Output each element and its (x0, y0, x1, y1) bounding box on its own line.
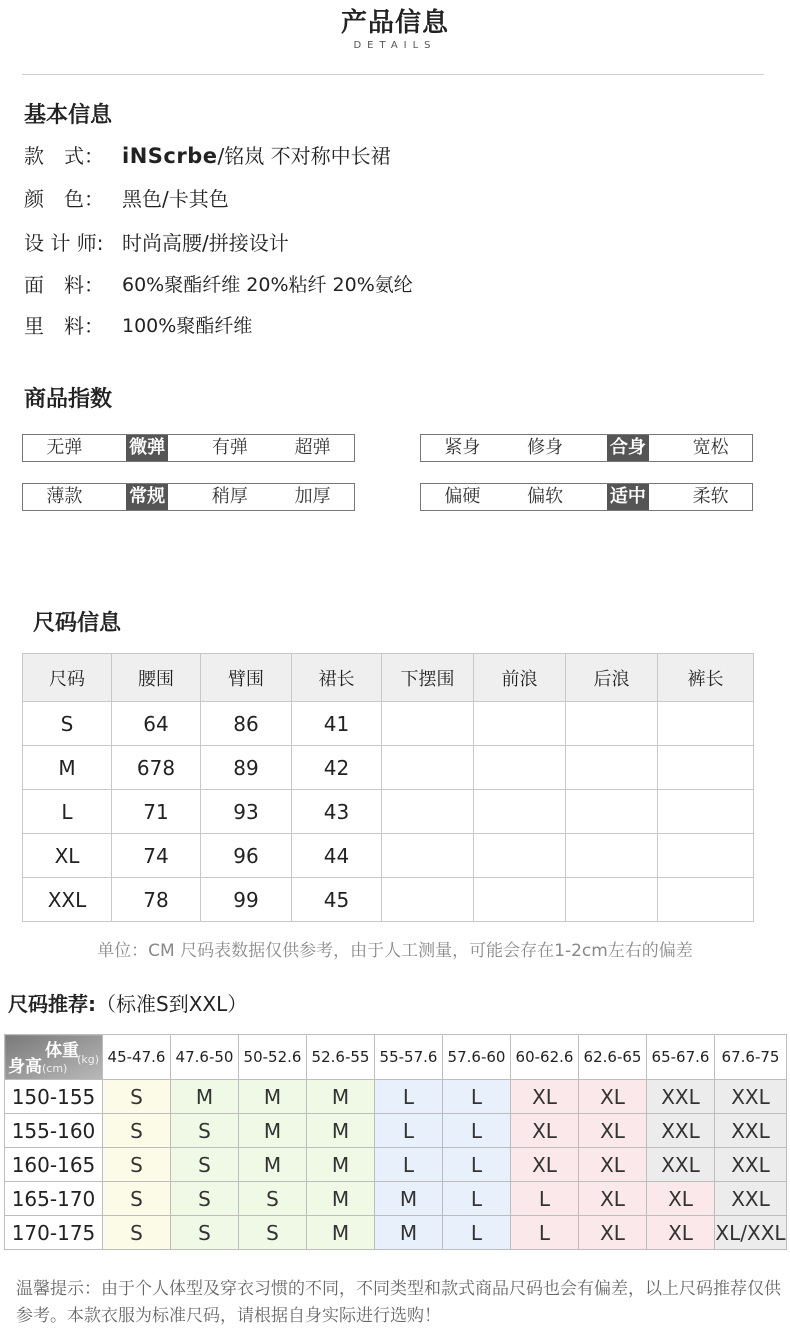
size-recommend-table (4, 1034, 787, 1250)
recommended-size-cell: XL (579, 1182, 647, 1216)
size-cell: 93 (201, 790, 292, 834)
recommended-size-cell: L (443, 1216, 511, 1250)
info-value: 60%聚酯纤维 20%粘纤 20%氨纶 (122, 273, 413, 296)
table-row (5, 1114, 787, 1148)
scale-option: 常规 (106, 484, 189, 510)
size-cell: 86 (201, 702, 292, 746)
height-row-header: 170-175 (5, 1216, 103, 1250)
recommended-size-cell: XL (579, 1148, 647, 1182)
recommended-size-cell: XL/XXL (715, 1216, 787, 1250)
table-row (23, 790, 754, 834)
recommended-size-cell: L (511, 1182, 579, 1216)
size-cell (658, 702, 754, 746)
scale-option: 稍厚 (211, 486, 248, 507)
size-note: 单位：CM 尺码表数据仅供参考，由于人工测量，可能会存在1-2cm左右的偏差 (97, 941, 693, 961)
scale-option: 加厚 (294, 486, 331, 507)
weight-col-header: 65-67.6 (647, 1035, 715, 1080)
recommended-size-cell: XL (647, 1216, 715, 1250)
brand-name: iNScrbe (122, 143, 218, 168)
size-cell (658, 834, 754, 878)
scale-option: 薄款 (46, 486, 83, 507)
recommended-size-cell: S (103, 1080, 171, 1114)
table-row (5, 1216, 787, 1250)
size-cell (658, 878, 754, 922)
size-cell (474, 834, 566, 878)
recommended-size-cell: S (171, 1182, 239, 1216)
size-cell (566, 746, 658, 790)
size-cell: 99 (201, 878, 292, 922)
scale-option: 无弹 (46, 437, 83, 458)
size-col-header: 下摆围 (382, 654, 474, 702)
size-cell (382, 702, 474, 746)
recommended-size-cell: M (375, 1216, 443, 1250)
recommended-size-cell: XXL (647, 1080, 715, 1114)
recommended-size-cell: XL (511, 1148, 579, 1182)
recommended-size-cell: M (307, 1080, 375, 1114)
page-title: 产品信息 (340, 8, 449, 38)
size-info-title: 尺码信息 (33, 611, 122, 636)
recommended-size-cell: M (307, 1216, 375, 1250)
info-row-designer (24, 226, 289, 256)
scale-option: 偏硬 (444, 486, 481, 507)
info-row-lining (24, 309, 252, 339)
size-cell (382, 878, 474, 922)
recommended-size-cell: XL (579, 1080, 647, 1114)
scale-option: 适中 (587, 484, 670, 510)
recommended-size-cell: M (171, 1080, 239, 1114)
size-cell (658, 790, 754, 834)
recommended-size-cell: S (239, 1182, 307, 1216)
size-cell (382, 790, 474, 834)
size-cell (566, 834, 658, 878)
recommended-size-cell: XL (511, 1080, 579, 1114)
size-cell: L (23, 790, 112, 834)
recommended-size-cell: S (171, 1148, 239, 1182)
size-col-header: 前浪 (474, 654, 566, 702)
table-row (23, 702, 754, 746)
recommended-size-cell: M (239, 1080, 307, 1114)
size-cell: 41 (292, 702, 382, 746)
size-recommend-title: 尺码推荐:（标准S到XXL） (8, 992, 248, 1016)
recommended-size-cell: S (103, 1182, 171, 1216)
weight-col-header: 47.6-50 (171, 1035, 239, 1080)
size-cell: 44 (292, 834, 382, 878)
size-cell (474, 878, 566, 922)
scale-option: 微弹 (106, 435, 189, 461)
recommended-size-cell: L (443, 1114, 511, 1148)
scale-option: 紧身 (444, 437, 481, 458)
info-value: 100%聚酯纤维 (122, 314, 253, 337)
recommended-size-cell: M (239, 1148, 307, 1182)
recommended-size-cell: M (239, 1114, 307, 1148)
weight-col-header: 55-57.6 (375, 1035, 443, 1080)
info-label: 面 料： (24, 272, 104, 297)
info-label: 设 计 师: (24, 230, 104, 255)
elasticity-scale (22, 434, 355, 462)
info-label: 里 料： (24, 313, 104, 338)
warm-tip: 温馨提示：由于个人体型及穿衣习惯的不同，不同类型和款式商品尺码也会有偏差，以上尺码推荐仅供参考。本款衣服为标准尺码，请根据自身实际进行选购！ (16, 1279, 781, 1326)
size-cell: 74 (112, 834, 201, 878)
table-row (23, 878, 754, 922)
scale-option: 超弹 (294, 437, 331, 458)
weight-col-header: 57.6-60 (443, 1035, 511, 1080)
weight-col-header: 67.6-75 (715, 1035, 787, 1080)
size-cell (566, 878, 658, 922)
recommended-size-cell: XL (579, 1216, 647, 1250)
recommended-size-cell: L (443, 1148, 511, 1182)
softness-scale (420, 483, 753, 511)
size-cell: 45 (292, 878, 382, 922)
size-col-header: 尺码 (23, 654, 112, 702)
size-cell: S (23, 702, 112, 746)
size-col-header: 臂围 (201, 654, 292, 702)
height-row-header: 150-155 (5, 1080, 103, 1114)
recommended-size-cell: S (103, 1148, 171, 1182)
recommended-size-cell: L (511, 1216, 579, 1250)
recommended-size-cell: S (103, 1114, 171, 1148)
scale-option: 有弹 (211, 437, 248, 458)
size-cell: 678 (112, 746, 201, 790)
weight-col-header: 62.6-65 (579, 1035, 647, 1080)
recommended-size-cell: L (375, 1080, 443, 1114)
recommended-size-cell: XXL (715, 1114, 787, 1148)
recommended-size-cell: S (239, 1216, 307, 1250)
info-row-color (24, 182, 229, 212)
header-divider (22, 74, 764, 75)
scale-option: 柔软 (692, 486, 729, 507)
table-row (5, 1148, 787, 1182)
info-row-fabric (24, 268, 413, 298)
size-cell (658, 746, 754, 790)
recommended-size-cell: S (171, 1114, 239, 1148)
size-cell: 64 (112, 702, 201, 746)
recommended-size-cell: XXL (715, 1182, 787, 1216)
recommended-size-cell: L (443, 1080, 511, 1114)
recommended-size-cell: S (103, 1216, 171, 1250)
info-value: iNScrbe/铭岚 不对称中长裙 (122, 143, 391, 168)
size-cell (382, 746, 474, 790)
fit-scale (420, 434, 753, 462)
recommended-size-cell: L (375, 1114, 443, 1148)
size-cell (382, 834, 474, 878)
size-col-header: 裤长 (658, 654, 754, 702)
height-row-header: 165-170 (5, 1182, 103, 1216)
size-col-header: 腰围 (112, 654, 201, 702)
info-row-style (24, 139, 391, 169)
recommended-size-cell: S (171, 1216, 239, 1250)
info-label: 颜 色： (24, 186, 104, 211)
scale-option: 合身 (587, 435, 670, 461)
weight-col-header: 52.6-55 (307, 1035, 375, 1080)
weight-col-header: 45-47.6 (103, 1035, 171, 1080)
recommended-size-cell: M (307, 1114, 375, 1148)
weight-col-header: 50-52.6 (239, 1035, 307, 1080)
size-cell: 71 (112, 790, 201, 834)
recommended-size-cell: XXL (715, 1080, 787, 1114)
product-index-title: 商品指数 (24, 387, 113, 412)
scale-option: 宽松 (692, 437, 729, 458)
recommended-size-cell: XXL (647, 1148, 715, 1182)
size-cell: XXL (23, 878, 112, 922)
size-cell (474, 790, 566, 834)
recommended-size-cell: L (443, 1182, 511, 1216)
corner-header: 体重 (kg) 身高(cm) (5, 1035, 103, 1080)
size-cell: M (23, 746, 112, 790)
recommended-size-cell: M (375, 1182, 443, 1216)
basic-info-title: 基本信息 (24, 103, 113, 128)
size-cell: 96 (201, 834, 292, 878)
size-cell: 78 (112, 878, 201, 922)
scale-option: 修身 (527, 437, 564, 458)
size-cell: 43 (292, 790, 382, 834)
thickness-scale (22, 483, 355, 511)
table-row (5, 1080, 787, 1114)
recommended-size-cell: XL (579, 1114, 647, 1148)
table-row (23, 834, 754, 878)
info-value: 黑色/卡其色 (122, 186, 229, 211)
table-row (5, 1182, 787, 1216)
height-row-header: 160-165 (5, 1148, 103, 1182)
recommended-size-cell: XL (511, 1114, 579, 1148)
recommended-size-cell: L (375, 1148, 443, 1182)
size-cell (474, 702, 566, 746)
size-cell (566, 790, 658, 834)
recommended-size-cell: XXL (647, 1114, 715, 1148)
weight-col-header: 60-62.6 (511, 1035, 579, 1080)
size-table (22, 653, 754, 922)
size-col-header: 裙长 (292, 654, 382, 702)
recommend-header-row (5, 1035, 787, 1080)
page-subtitle: DETAILS (353, 40, 437, 51)
size-table-header (23, 654, 754, 702)
info-value: 时尚高腰/拼接设计 (122, 230, 289, 255)
size-cell: XL (23, 834, 112, 878)
height-row-header: 155-160 (5, 1114, 103, 1148)
table-row (23, 746, 754, 790)
size-cell (566, 702, 658, 746)
recommended-size-cell: M (307, 1148, 375, 1182)
recommended-size-cell: M (307, 1182, 375, 1216)
recommended-size-cell: XL (647, 1182, 715, 1216)
size-cell: 89 (201, 746, 292, 790)
size-cell: 42 (292, 746, 382, 790)
size-col-header: 后浪 (566, 654, 658, 702)
scale-option: 偏软 (527, 486, 564, 507)
size-cell (474, 746, 566, 790)
recommended-size-cell: XXL (715, 1148, 787, 1182)
info-label: 款 式： (24, 143, 104, 168)
